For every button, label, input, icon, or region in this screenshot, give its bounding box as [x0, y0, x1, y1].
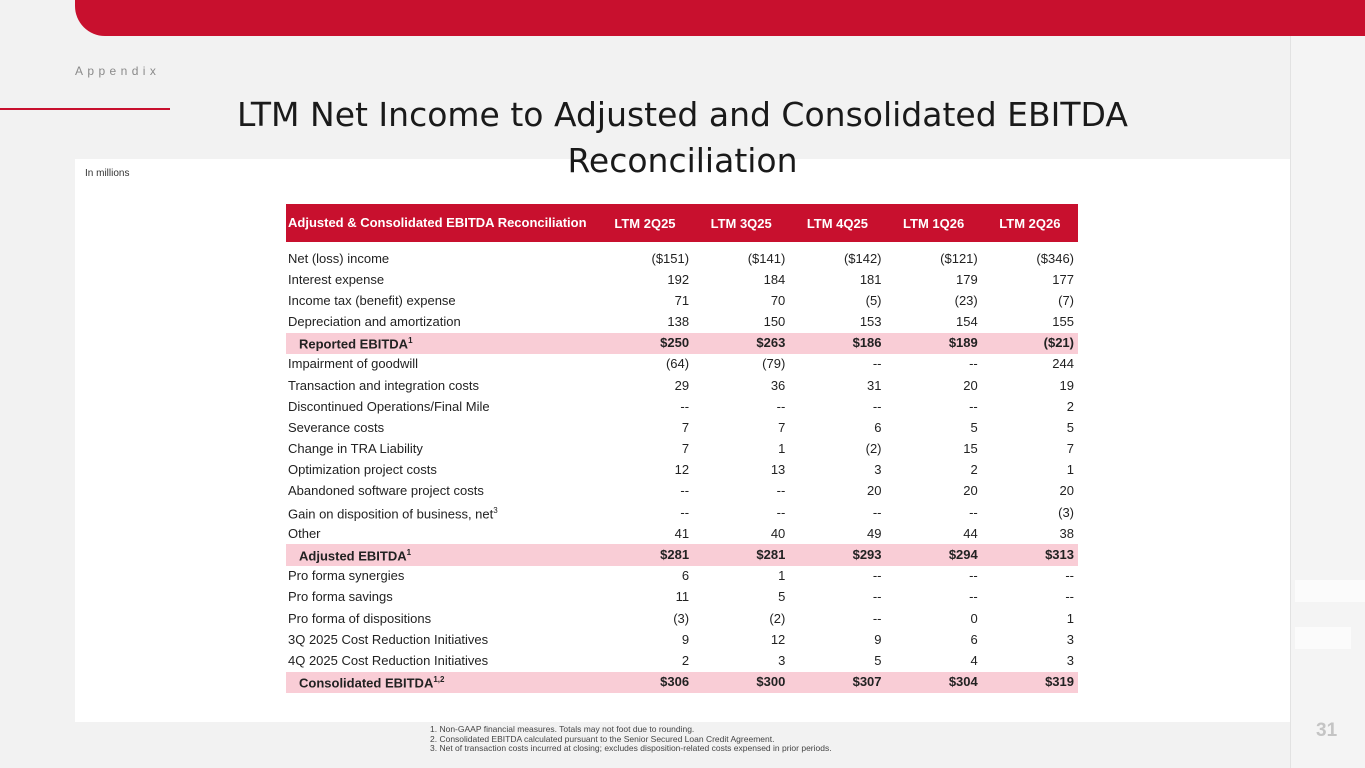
- row-label: [286, 396, 597, 417]
- row-label-text: Abandoned software project costs: [288, 483, 484, 499]
- table-row: [286, 587, 1078, 608]
- cell-value: 5: [970, 419, 978, 435]
- row-label-text: Interest expense: [288, 271, 385, 287]
- cell-value: 7: [681, 419, 690, 435]
- page-title: LTM Net Income to Adjusted and Consolidated EBITDA Reconciliation: [237, 95, 1128, 180]
- cell-value: 1: [778, 568, 786, 584]
- cell-value: --: [776, 483, 786, 499]
- cell-value: ($141): [747, 250, 786, 266]
- row-label: [286, 269, 597, 290]
- cell-value: (5): [865, 292, 882, 308]
- footnote: 3. Net of transaction costs incurred at closing; excludes disposition-related costs expensed in prior periods.: [430, 743, 832, 753]
- cell-value: $293: [789, 544, 885, 565]
- section-divider: [0, 108, 170, 110]
- subtotal-row: [286, 333, 1078, 354]
- cell-value: 3: [1066, 631, 1074, 647]
- cell-value: 155: [1052, 313, 1074, 329]
- cell-value: 20: [867, 483, 882, 499]
- cell-value: (7): [1058, 292, 1074, 308]
- table-row: [286, 523, 1078, 544]
- units-note: In millions: [85, 168, 130, 179]
- cell-value: 153: [859, 313, 882, 329]
- column-header: LTM 1Q26: [886, 204, 982, 242]
- page-number: 31: [1316, 720, 1338, 741]
- row-label-text: Optimization project costs: [288, 462, 437, 478]
- row-label-text: Pro forma savings: [288, 589, 393, 605]
- cell-value: 6: [874, 419, 882, 435]
- cell-value: 6: [970, 631, 978, 647]
- cell-value: ($121): [940, 250, 978, 266]
- cell-value: (23): [954, 292, 978, 308]
- table-row: [286, 460, 1078, 481]
- row-label-text: Gain on disposition of business, net: [288, 506, 494, 522]
- cell-value: $304: [886, 672, 982, 693]
- cell-value: --: [776, 398, 786, 414]
- cell-value: $306: [597, 672, 693, 693]
- row-label-text: Other: [288, 525, 321, 541]
- cell-value: 70: [770, 292, 786, 308]
- table-row: [286, 439, 1078, 460]
- cell-value: 44: [963, 525, 978, 541]
- cell-value: 179: [956, 271, 978, 287]
- table-row: [286, 375, 1078, 396]
- cell-value: --: [872, 610, 882, 626]
- table-row: [286, 566, 1078, 587]
- row-label-text: 4Q 2025 Cost Reduction Initiatives: [288, 652, 489, 668]
- cell-value: --: [969, 504, 978, 520]
- cell-value: 11: [675, 589, 690, 605]
- subtotal-row: [286, 672, 1078, 693]
- cell-value: ($142): [843, 250, 882, 266]
- row-label: [286, 460, 597, 481]
- cell-value: --: [872, 504, 882, 520]
- row-label-text: Severance costs: [288, 419, 385, 435]
- cell-value: 71: [674, 292, 690, 308]
- cell-value: 2: [681, 652, 690, 668]
- decorative-block: [1295, 580, 1365, 602]
- cell-value: (3): [673, 610, 690, 626]
- row-label-text: Consolidated EBITDA: [299, 675, 434, 691]
- cell-value: 7: [681, 441, 690, 457]
- top-accent-bar: [75, 0, 1365, 36]
- table-row: [286, 650, 1078, 671]
- cell-value: 41: [674, 525, 690, 541]
- cell-value: ($21): [982, 333, 1078, 354]
- cell-value: 12: [770, 631, 786, 647]
- section-label: Appendix: [75, 64, 161, 78]
- table-row: [286, 417, 1078, 438]
- cell-value: 3: [874, 462, 882, 478]
- cell-value: --: [680, 483, 690, 499]
- cell-value: $186: [789, 333, 885, 354]
- cell-value: 40: [770, 525, 786, 541]
- row-label: [286, 439, 597, 460]
- cell-value: 7: [778, 419, 786, 435]
- footnote-marker: 1: [406, 548, 412, 558]
- cell-value: 4: [970, 652, 978, 668]
- cell-value: --: [872, 568, 882, 584]
- cell-value: (2): [769, 610, 786, 626]
- cell-value: 1: [1066, 610, 1074, 626]
- row-label: [286, 502, 597, 523]
- cell-value: 0: [970, 610, 978, 626]
- cell-value: 154: [956, 313, 978, 329]
- cell-value: 5: [778, 589, 786, 605]
- cell-value: $281: [693, 544, 789, 565]
- cell-value: 181: [859, 271, 882, 287]
- row-label-text: 3Q 2025 Cost Reduction Initiatives: [288, 631, 489, 647]
- decorative-block: [1295, 627, 1351, 649]
- footnote-marker: 1,2: [433, 675, 445, 685]
- cell-value: 38: [1059, 525, 1074, 541]
- cell-value: (2): [865, 441, 882, 457]
- row-label: [286, 481, 597, 502]
- row-label-text: Net (loss) income: [288, 250, 390, 266]
- row-label: [286, 566, 597, 587]
- row-label: [286, 417, 597, 438]
- cell-value: 12: [674, 462, 690, 478]
- row-label-text: Income tax (benefit) expense: [288, 292, 456, 308]
- cell-value: 184: [763, 271, 786, 287]
- table-row: [286, 290, 1078, 311]
- cell-value: (79): [762, 356, 786, 372]
- row-label: [286, 544, 597, 565]
- cell-value: $319: [982, 672, 1078, 693]
- row-label-text: Discontinued Operations/Final Mile: [288, 398, 490, 414]
- cell-value: 9: [874, 631, 882, 647]
- row-label: [286, 650, 597, 671]
- cell-value: 19: [1059, 377, 1074, 393]
- row-label-text: Reported EBITDA: [299, 336, 409, 352]
- cell-value: $281: [597, 544, 693, 565]
- cell-value: 1: [778, 441, 786, 457]
- row-label-text: Depreciation and amortization: [288, 313, 461, 329]
- row-label: [286, 290, 597, 311]
- table-row: [286, 608, 1078, 629]
- cell-value: --: [969, 398, 978, 414]
- cell-value: 6: [681, 568, 690, 584]
- footnote-marker: 3: [493, 505, 498, 515]
- row-label: [286, 629, 597, 650]
- table-row: [286, 311, 1078, 332]
- cell-value: --: [872, 589, 882, 605]
- cell-value: 177: [1052, 271, 1074, 287]
- table-row: [286, 269, 1078, 290]
- cell-value: 36: [770, 377, 786, 393]
- cell-value: --: [872, 398, 882, 414]
- row-label: [286, 311, 597, 332]
- cell-value: --: [872, 356, 882, 372]
- row-label: [286, 587, 597, 608]
- cell-value: 20: [1059, 483, 1074, 499]
- row-label: [286, 354, 597, 375]
- cell-value: --: [969, 589, 978, 605]
- row-label: [286, 375, 597, 396]
- table-row: [286, 242, 1078, 269]
- row-label: [286, 608, 597, 629]
- cell-value: 2: [970, 462, 978, 478]
- footnote: 1. Non-GAAP financial measures. Totals may not foot due to rounding.: [430, 724, 695, 734]
- cell-value: ($346): [1036, 250, 1074, 266]
- row-label-text: Pro forma synergies: [288, 568, 405, 584]
- column-header: LTM 2Q25: [597, 204, 693, 242]
- row-label-text: Impairment of goodwill: [288, 356, 419, 372]
- table-row: [286, 629, 1078, 650]
- cell-value: 5: [874, 652, 882, 668]
- cell-value: 192: [667, 271, 690, 287]
- table-header-label: Adjusted & Consolidated EBITDA Reconciliation: [286, 204, 597, 242]
- table-header-row: [286, 204, 1078, 242]
- cell-value: $294: [886, 544, 982, 565]
- cell-value: $307: [789, 672, 885, 693]
- cell-value: --: [969, 356, 978, 372]
- footnote-marker: 1: [408, 336, 413, 346]
- row-label: [286, 523, 597, 544]
- cell-value: 5: [1066, 419, 1074, 435]
- row-label: [286, 333, 597, 354]
- table-row: [286, 396, 1078, 417]
- column-header: LTM 3Q25: [693, 204, 789, 242]
- column-header: LTM 2Q26: [982, 204, 1078, 242]
- cell-value: $189: [886, 333, 982, 354]
- content-panel: [75, 159, 1290, 722]
- cell-value: --: [776, 504, 786, 520]
- cell-value: --: [969, 568, 978, 584]
- footnote: 2. Consolidated EBITDA calculated pursuant to the Senior Secured Loan Credit Agreement.: [430, 733, 775, 744]
- cell-value: (64): [665, 356, 690, 372]
- row-label-text: Adjusted EBITDA: [299, 548, 407, 564]
- table-row: [286, 502, 1078, 523]
- row-label-text: Transaction and integration costs: [288, 377, 480, 393]
- cell-value: 1: [1066, 462, 1074, 478]
- cell-value: $263: [693, 333, 789, 354]
- cell-value: 31: [867, 377, 882, 393]
- row-label: [286, 672, 597, 693]
- cell-value: ($151): [651, 250, 690, 266]
- footnotes: [430, 725, 832, 754]
- row-label-text: Change in TRA Liability: [288, 441, 423, 457]
- table-row: [286, 354, 1078, 375]
- cell-value: 29: [674, 377, 690, 393]
- cell-value: $250: [597, 333, 693, 354]
- cell-value: --: [680, 504, 690, 520]
- cell-value: 15: [963, 441, 978, 457]
- cell-value: 49: [867, 525, 882, 541]
- right-margin-strip: [1290, 36, 1365, 768]
- cell-value: 20: [963, 377, 978, 393]
- subtotal-row: [286, 544, 1078, 565]
- reconciliation-table: [286, 204, 1078, 693]
- column-header: LTM 4Q25: [789, 204, 885, 242]
- cell-value: 13: [770, 462, 786, 478]
- row-label-text: Pro forma of dispositions: [288, 610, 432, 626]
- cell-value: $313: [982, 544, 1078, 565]
- cell-value: 2: [1066, 398, 1074, 414]
- cell-value: --: [1065, 589, 1074, 605]
- cell-value: $300: [693, 672, 789, 693]
- cell-value: 244: [1052, 356, 1074, 372]
- cell-value: 9: [681, 631, 690, 647]
- cell-value: 138: [667, 313, 690, 329]
- cell-value: --: [680, 398, 690, 414]
- cell-value: --: [1065, 568, 1074, 584]
- cell-value: 7: [1066, 441, 1074, 457]
- cell-value: 3: [778, 652, 786, 668]
- table-row: [286, 481, 1078, 502]
- cell-value: 3: [1066, 652, 1074, 668]
- row-label: [286, 242, 597, 269]
- cell-value: 20: [963, 483, 978, 499]
- cell-value: 150: [763, 313, 786, 329]
- cell-value: (3): [1058, 504, 1074, 520]
